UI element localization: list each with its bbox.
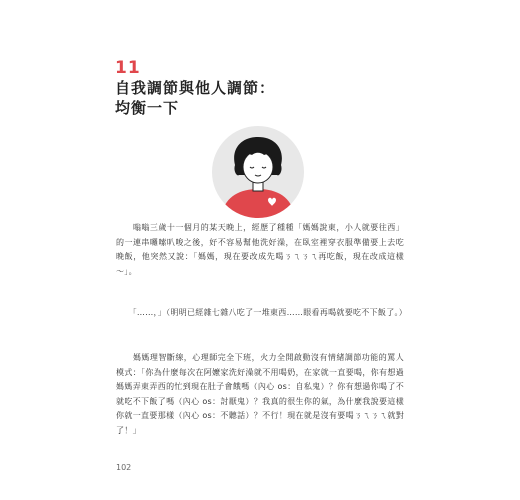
paragraph-2: 「……，」（明明已經雜七雜八吃了一堆東西……眼看再喝就要吃不下飯了。）	[116, 308, 408, 317]
paragraph-3: 媽媽理智斷線，心理師完全下班，火力全開啟動沒有情緒調節功能的罵人模式：「你為什麼每次在阿嬤家洗好澡就不用喝奶，在家就一直要喝，你有想過媽媽弄東弄西的忙到現在肚子會餓嗎（內心 os：自私鬼）？你有想過你喝了不就吃不下飯了嗎（內心 os：討厭鬼）？我真的很生你的氣，為什麼我說要這樣你就一直要那樣（內心 os：不聽話）？不行！現在就是沒有要喝ㄋㄟㄋㄟ就對了！」	[116, 353, 404, 435]
chapter-number: 11	[115, 58, 141, 78]
chapter-title-line1: 自我調節與他人調節：	[115, 79, 276, 97]
child-avatar-icon	[211, 125, 305, 219]
paragraph-1: 嗡嗡三歲十一個月的某天晚上，經歷了種種「媽媽說東，小人就要往西」的一連串囉嗦叭唆之後，好不容易幫他洗好澡，在臥室裡穿衣服準備要上去吃晚飯，他突然又說：「媽媽，現在要改成先喝ㄋㄟㄋㄟ再吃飯，現在改成這樣～」。	[116, 223, 404, 276]
chapter-title	[115, 78, 275, 118]
page-number: 102	[116, 463, 132, 472]
avatar-illustration	[211, 125, 305, 219]
chapter-title-line2: 均衡一下	[115, 99, 180, 117]
